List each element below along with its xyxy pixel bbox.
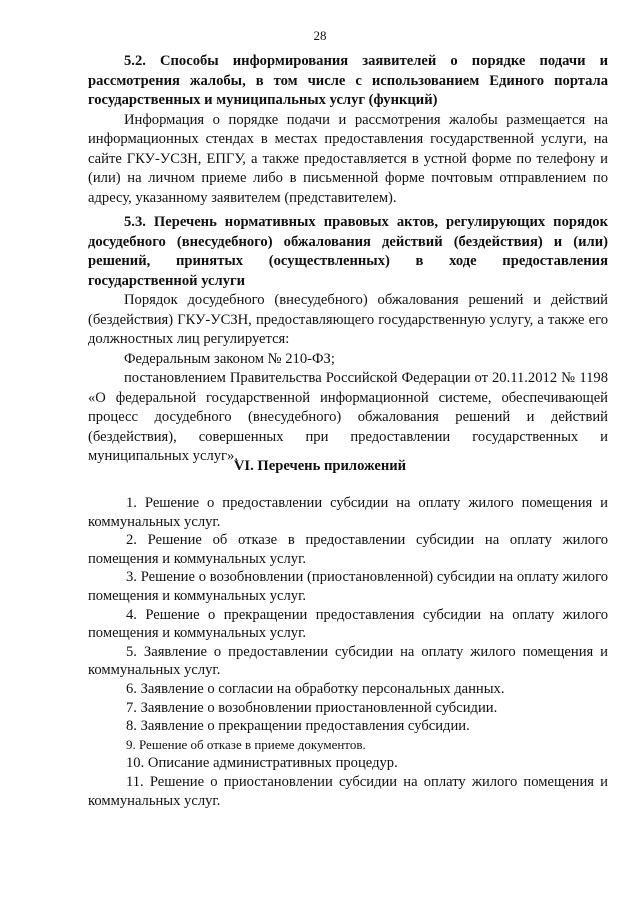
list-item: 11. Решение о приостановлении субсидии на оплату жилого помещения и коммунальных услуг.: [88, 773, 608, 809]
list-item: 6. Заявление о согласии на обработку персональных данных.: [126, 680, 505, 697]
list-item: 8. Заявление о прекращении предоставления субсидии.: [126, 718, 470, 735]
page-number: 28: [313, 28, 327, 43]
section-5-3-intro: Порядок досудебного (внесудебного) обжалования решений и действий (бездействия) ГКУ-УСЗН, предоставляющего государственную услугу, а также его должностных лиц регулируется:: [88, 292, 608, 347]
list-item: 10. Описание административных процедур.: [126, 755, 398, 772]
list-item: 1. Решение о предоставлении субсидии на оплату жилого помещения и коммунальных услуг.: [88, 495, 608, 530]
list-item: 5. Заявление о предоставлении субсидии на оплату жилого помещения и коммунальных услуг.: [88, 643, 608, 679]
section-5-3-heading: 5.3. Перечень нормативных правовых актов, регулирующих порядок досудебного (внесудебного) обжалования действий (бездействия) и (или) решений, принятых (осуществленных) в ходе предоставления государственной услуги: [88, 214, 608, 289]
section-5-3-decree: постановлением Правительства Российской Федерации от 20.11.2012 № 1198 «О федеральной государственной информационной системе, обеспечивающей процесс досудебного (внесудебного) обжалования решений и действий (бездействия), совершенных при предоставлении государственных и муниципальных услуг».: [88, 370, 608, 464]
appendix-list: [88, 494, 608, 810]
section-5-2: [88, 52, 608, 208]
list-item: 9. Решение об отказе в приеме документов.: [126, 736, 366, 752]
list-item: 7. Заявление о возобновлении приостановленной субсидии.: [126, 699, 498, 716]
section-5-2-body: Информация о порядке подачи и рассмотрения жалобы размещается на информационных стендах в местах предоставления государственной услуги, на сайте ГКУ-УСЗН, ЕПГУ, а также предоставляется в устной форме по телефону и (или) на личном приеме либо в письменной форме почтовым отправлением по адресу, указанному заявителем (представителем).: [88, 111, 608, 206]
section-6-title: VI. Перечень приложений: [233, 458, 407, 474]
section-5-3-law: Федеральным законом № 210-ФЗ;: [124, 350, 335, 367]
list-item: 2. Решение об отказе в предоставлении субсидии на оплату жилого помещения и коммунальных услуг.: [88, 532, 608, 567]
list-item: 4. Решение о прекращении предоставления субсидии на оплату жилого помещения и коммунальных услуг.: [88, 606, 608, 642]
section-5-3: [88, 213, 608, 467]
list-item: 3. Решение о возобновлении (приостановленной) субсидии на оплату жилого помещения и коммунальных услуг.: [88, 569, 608, 604]
section-5-2-heading: 5.2. Способы информирования заявителей о порядке подачи и рассмотрения жалобы, в том числе с использованием Единого портала государственных и муниципальных услуг (функций): [88, 53, 608, 108]
